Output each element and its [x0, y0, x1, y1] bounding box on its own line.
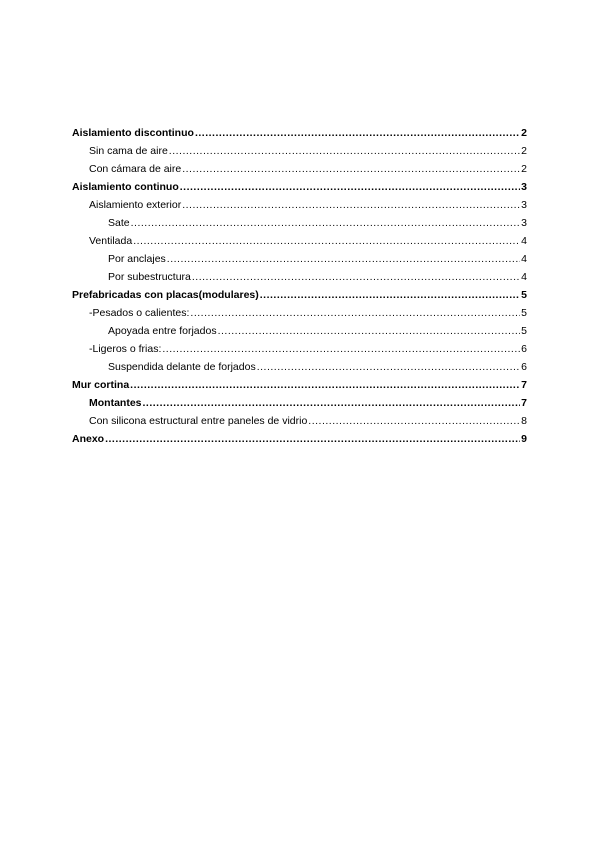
toc-entry[interactable] — [72, 178, 527, 196]
toc-entry-title: Sate — [108, 217, 130, 229]
toc-entry-title: Aislamiento discontinuo — [72, 127, 194, 139]
toc-entry-page: 6 — [521, 361, 527, 373]
toc-entry[interactable] — [72, 358, 527, 376]
toc-entry-page: 2 — [521, 127, 527, 139]
toc-entry-page: 7 — [521, 397, 527, 409]
toc-entry-title: Prefabricadas con placas(modulares) — [72, 289, 259, 301]
toc-entry-title: Mur cortina — [72, 379, 130, 391]
toc-entry-title: Por subestructura — [108, 271, 191, 283]
toc-dot-leader — [131, 214, 521, 232]
toc-entry-title: Con cámara de aire — [89, 163, 182, 175]
toc-entry[interactable] — [72, 376, 527, 394]
toc-entry-page: 5 — [521, 325, 527, 337]
toc-entry-page: 4 — [521, 271, 527, 283]
toc-dot-leader — [130, 376, 520, 394]
toc-entry[interactable] — [72, 124, 527, 142]
toc-entry-page: 8 — [521, 415, 527, 427]
toc-entry[interactable] — [72, 322, 527, 340]
toc-entry-page: 9 — [521, 433, 527, 445]
toc-dot-leader — [308, 412, 520, 430]
toc-entry[interactable] — [72, 250, 527, 268]
table-of-contents — [72, 124, 527, 448]
toc-dot-leader — [133, 232, 520, 250]
toc-entry-title: Sin cama de aire — [89, 145, 168, 157]
toc-entry[interactable] — [72, 160, 527, 178]
toc-dot-leader — [180, 178, 520, 196]
toc-entry-page: 5 — [521, 307, 527, 319]
toc-entry-title: -Ligeros o frias: — [89, 343, 162, 355]
toc-entry[interactable] — [72, 430, 527, 448]
toc-entry[interactable] — [72, 286, 527, 304]
toc-dot-leader — [218, 322, 521, 340]
toc-dot-leader — [105, 430, 520, 448]
toc-entry-title: Por anclajes — [108, 253, 166, 265]
toc-dot-leader — [182, 160, 520, 178]
toc-entry-title: Anexo — [72, 433, 105, 445]
toc-entry[interactable] — [72, 142, 527, 160]
toc-entry[interactable] — [72, 214, 527, 232]
toc-entry-page: 7 — [521, 379, 527, 391]
toc-dot-leader — [190, 304, 520, 322]
toc-entry-page: 5 — [521, 289, 527, 301]
toc-entry-title: Aislamiento continuo — [72, 181, 179, 193]
toc-entry-page: 4 — [521, 235, 527, 247]
toc-entry[interactable] — [72, 196, 527, 214]
toc-entry-title: Apoyada entre forjados — [108, 325, 217, 337]
toc-entry-page: 2 — [521, 145, 527, 157]
toc-dot-leader — [192, 268, 520, 286]
toc-entry[interactable] — [72, 232, 527, 250]
toc-dot-leader — [195, 124, 520, 142]
toc-entry-title: -Pesados o calientes: — [89, 307, 190, 319]
toc-dot-leader — [257, 358, 520, 376]
toc-entry[interactable] — [72, 268, 527, 286]
toc-entry[interactable] — [72, 412, 527, 430]
toc-entry-title: Con silicona estructural entre paneles de vidrio — [89, 415, 308, 427]
toc-dot-leader — [169, 142, 520, 160]
toc-entry-page: 3 — [521, 199, 527, 211]
toc-entry-page: 2 — [521, 163, 527, 175]
toc-entry-title: Montantes — [89, 397, 142, 409]
toc-entry-page: 3 — [521, 217, 527, 229]
toc-dot-leader — [182, 196, 520, 214]
toc-entry-page: 3 — [521, 181, 527, 193]
toc-entry-title: Suspendida delante de forjados — [108, 361, 256, 373]
toc-dot-leader — [143, 394, 521, 412]
toc-dot-leader — [260, 286, 520, 304]
toc-entry-page: 4 — [521, 253, 527, 265]
toc-entry[interactable] — [72, 304, 527, 322]
toc-entry[interactable] — [72, 340, 527, 358]
toc-dot-leader — [167, 250, 520, 268]
toc-entry[interactable] — [72, 394, 527, 412]
toc-entry-page: 6 — [521, 343, 527, 355]
toc-dot-leader — [162, 340, 520, 358]
toc-entry-title: Aislamiento exterior — [89, 199, 182, 211]
toc-entry-title: Ventilada — [89, 235, 133, 247]
